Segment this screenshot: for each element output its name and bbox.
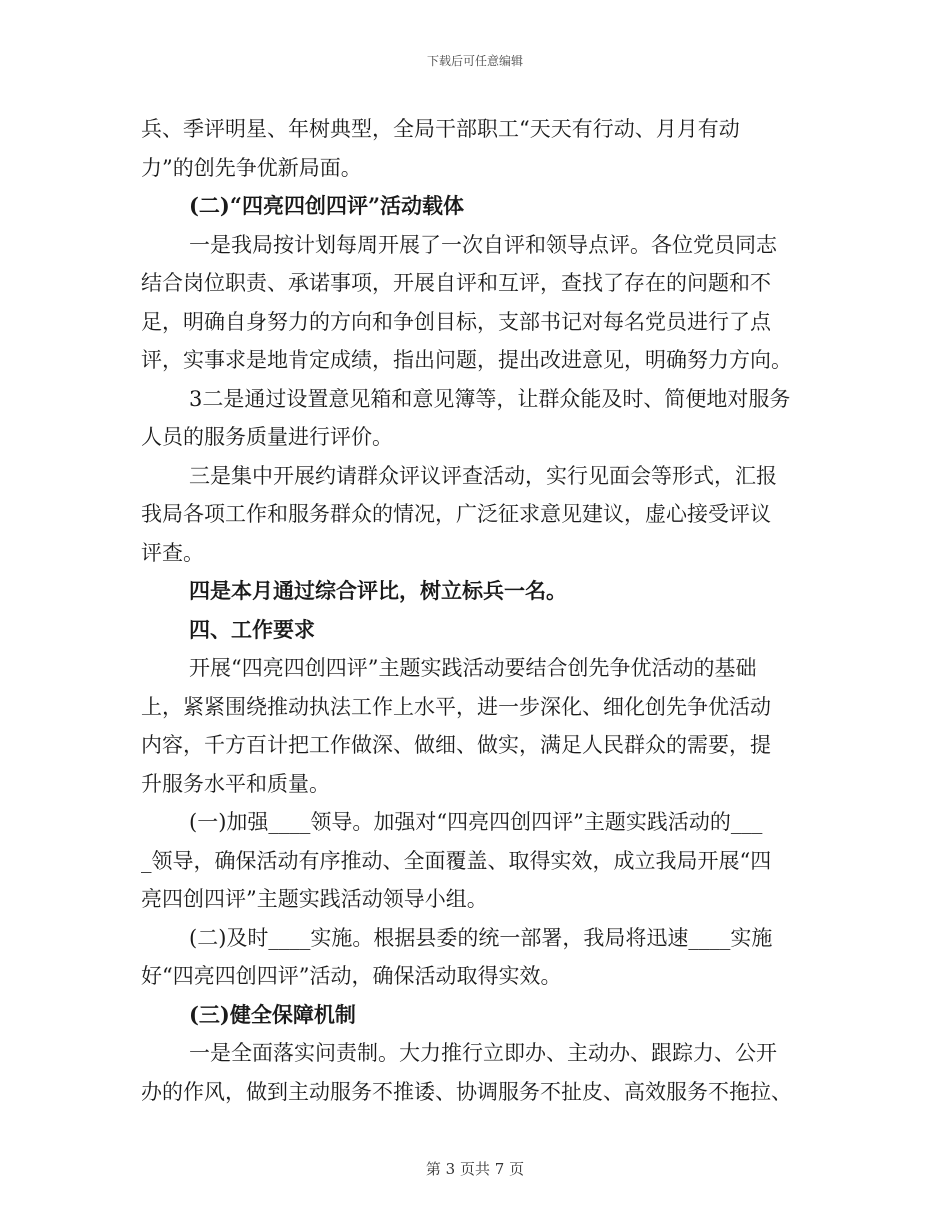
paragraph-line: 兵、季评明星、年树典型，全局干部职工“天天有行动、月月有动 xyxy=(141,117,740,141)
section-heading-line: (二)“四亮四创四评”活动载体 xyxy=(189,193,465,218)
paragraph-line: 足，明确自身努力的方向和争创目标，支部书记对每名党员进行了点 xyxy=(141,309,771,334)
paragraph-line: 一是全面落实问责制。大力推行立即办、主动办、跟踪力、公开 xyxy=(189,1041,777,1065)
paragraph-line: 上，紧紧围绕推动执法工作上水平，进一步深化、细化创先争优活动 xyxy=(141,694,771,719)
paragraph-line: 我局各项工作和服务群众的情况，广泛征求意见建议，虚心接受评议 xyxy=(141,502,771,526)
page-header: 下载后可任意编辑 xyxy=(426,54,523,68)
paragraph-line: 亮四创四评”主题实践活动领导小组。 xyxy=(141,887,488,911)
paragraph-line: 3二是通过设置意见箱和意见簿等，让群众能及时、简便地对服务 xyxy=(189,386,791,411)
paragraph-line: 内容，千方百计把工作做深、做细、做实，满足人民群众的需要，提 xyxy=(141,733,771,757)
paragraph-line: 人员的服务质量进行评价。 xyxy=(141,425,393,449)
document-body xyxy=(141,110,813,1111)
paragraph-line: 升服务水平和质量。 xyxy=(141,771,330,796)
paragraph-line: 好“四亮四创四评”活动，确保活动取得实效。 xyxy=(141,964,562,988)
paragraph-line: 评，实事求是地肯定成绩，指出问题，提出改进意见，明确努力方向。 xyxy=(141,348,792,372)
paragraph-line: 评查。 xyxy=(141,540,204,565)
section-heading-line: 四、工作要求 xyxy=(189,616,315,642)
paragraph-line: 一是我局按计划每周开展了一次自评和领导点评。各位党员同志 xyxy=(189,232,777,257)
section-heading-line: (三)健全保障机制 xyxy=(189,1001,356,1027)
paragraph-line: 办的作风，做到主动服务不推诿、协调服务不扯皮、高效服务不拖拉、 xyxy=(141,1079,792,1104)
paragraph-line: _领导，确保活动有序推动、全面覆盖、取得实效，成立我局开展“四 xyxy=(141,848,772,873)
page-footer: 第 3 页共 7 页 xyxy=(425,1160,525,1178)
paragraph-line: 结合岗位职责、承诺事项，开展自评和互评，查找了存在的问题和不 xyxy=(141,271,771,295)
paragraph-line: 开展“四亮四创四评”主题实践活动要结合创先争优活动的基础 xyxy=(189,656,757,680)
section-heading-line: 四是本月通过综合评比，树立标兵一名。 xyxy=(189,578,567,603)
paragraph-line: 三是集中开展约请群众评议评查活动，实行见面会等形式，汇报 xyxy=(189,463,777,488)
paragraph-line: (二)及时____实施。根据县委的统一部署，我局将迅速____实施 xyxy=(189,925,773,950)
paragraph-line: 力”的创先争优新局面。 xyxy=(141,155,362,180)
paragraph-line: (一)加强____领导。加强对“四亮四创四评”主题实践活动的___ xyxy=(189,810,763,834)
